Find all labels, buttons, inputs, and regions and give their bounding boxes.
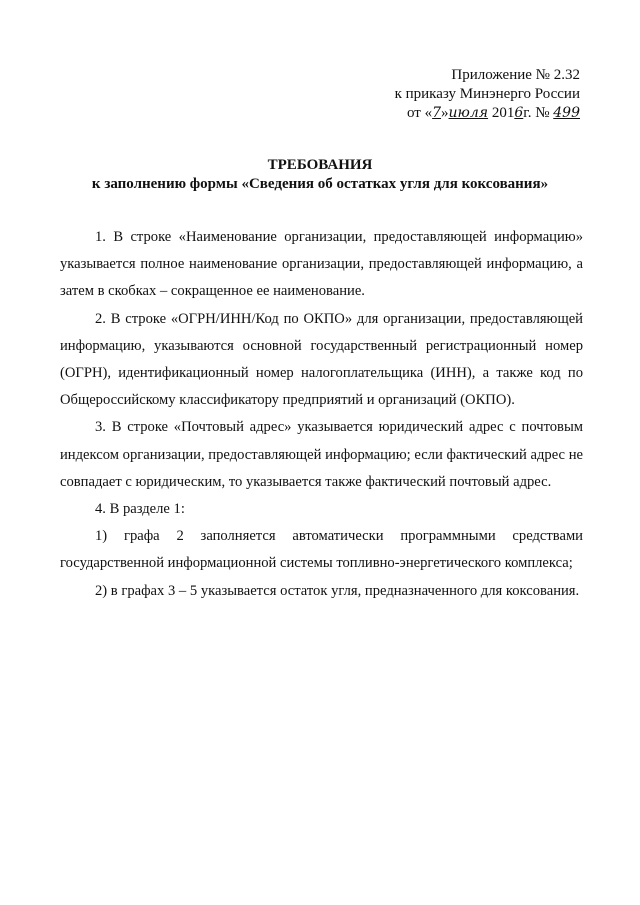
handwritten-day: 7 <box>432 105 442 121</box>
appendix-title: Приложение № 2.32 <box>451 67 580 83</box>
handwritten-year-digit: 6 <box>514 105 524 121</box>
title-subheading: к заполнению формы «Сведения об остатках угля для коксования» <box>91 176 549 192</box>
paragraph-2: 2. В строке «ОГРН/ИНН/Код по ОКПО» для организации, предоставляющей информацию, указываются основной государственный регистрационный номер (ОГРН), идентификационный номер налогоплательщика (ИНН), а также код по Общероссийскому классификатору предприятий и организаций (ОКПО). <box>60 310 583 409</box>
number-prefix: г. № <box>523 105 550 121</box>
appendix-order-ref: к приказу Минэнерго России <box>394 86 580 102</box>
appendix-header <box>395 66 580 123</box>
appendix-date-number <box>395 104 580 123</box>
date-prefix: от « <box>407 105 433 121</box>
paragraph-4: 4. В разделе 1: <box>95 501 185 518</box>
year-prefix: 201 <box>488 105 515 121</box>
requirements-body <box>60 224 583 605</box>
paragraph-4-1: 1) графа 2 заполняется автоматически программными средствами государственной информационной системы топливно-энергетического комплекса; <box>60 528 583 572</box>
handwritten-order-number: 499 <box>553 105 580 121</box>
paragraph-3: 3. В строке «Почтовый адрес» указывается юридический адрес с почтовым индексом организации, предоставляющей информацию; если фактический адрес не совпадает с юридическим, то указывается также фактический почтовый адрес. <box>60 419 583 490</box>
handwritten-month: июля <box>448 105 489 121</box>
paragraph-4-2: 2) в графах 3 – 5 указывается остаток угля, предназначенного для коксования. <box>95 582 580 599</box>
title-heading: ТРЕБОВАНИЯ <box>267 157 373 173</box>
date-quote-close: » <box>441 105 449 121</box>
paragraph-1: 1. В строке «Наименование организации, предоставляющей информацию» указывается полное наименование организации, предоставляющей информацию, а затем в скобках – сокращенное ее наименование. <box>60 229 583 300</box>
document-title <box>60 156 580 194</box>
